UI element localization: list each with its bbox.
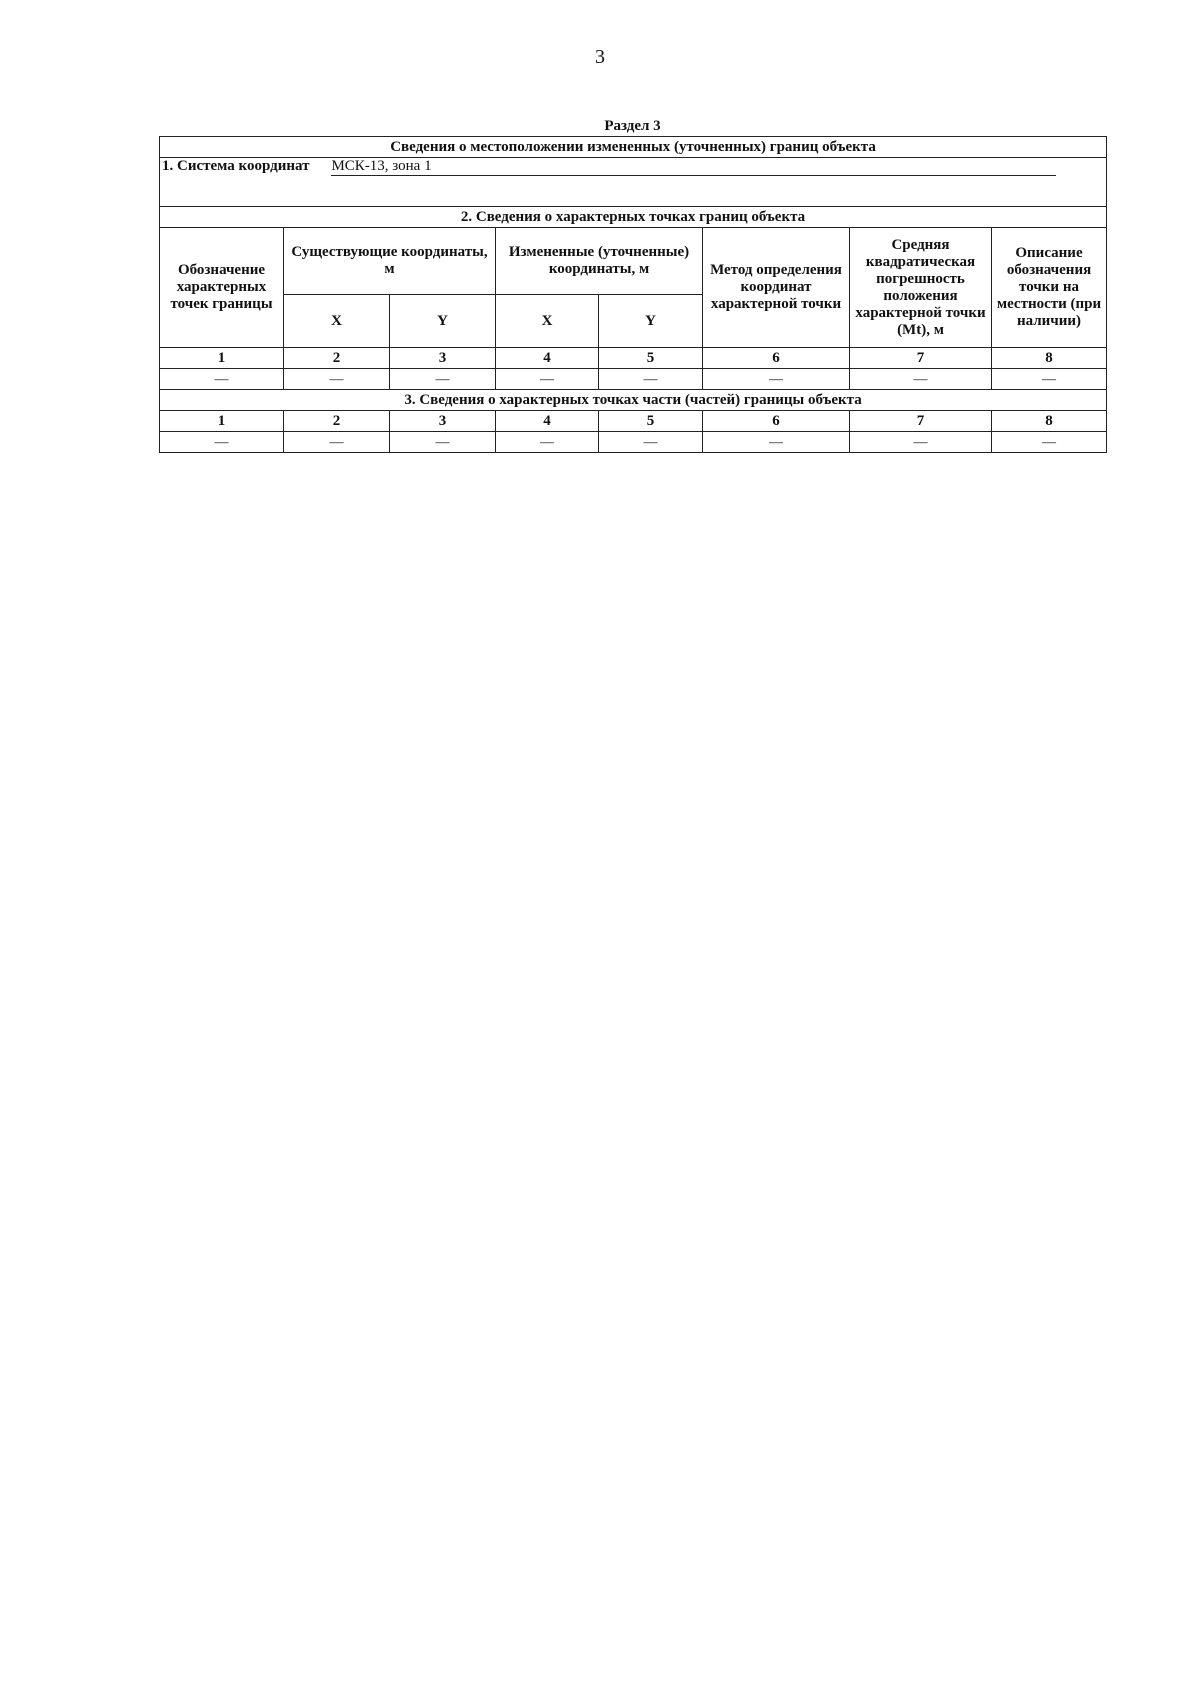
- table-main-title: Сведения о местоположении измененных (уточненных) границ объекта: [160, 137, 1107, 158]
- header-changed-y: Y: [599, 295, 703, 348]
- table-row: [160, 369, 1107, 390]
- coord-system-value: МСК-13, зона 1: [331, 158, 1056, 176]
- header-existing-x: X: [284, 295, 390, 348]
- header-point-designation: Обозначение характерных точек границы: [160, 228, 284, 348]
- table-cell: —: [850, 369, 992, 390]
- part2-title: 2. Сведения о характерных точках границ объекта: [160, 207, 1107, 228]
- table-cell: —: [599, 432, 703, 453]
- coord-system-row: [160, 158, 1107, 185]
- table-cell: —: [599, 369, 703, 390]
- header-description: Описание обозначения точки на местности (при наличии): [992, 228, 1107, 348]
- column-number: 1: [160, 411, 284, 432]
- column-number: 6: [703, 348, 850, 369]
- header-error: Средняя квадратическая погрешность положения характерной точки (Mt), м: [850, 228, 992, 348]
- column-number: 3: [390, 348, 496, 369]
- column-number: 4: [496, 348, 599, 369]
- section-title: Раздел 3: [604, 118, 661, 134]
- header-existing-y: Y: [390, 295, 496, 348]
- table-row: [160, 432, 1107, 453]
- column-number: 8: [992, 348, 1107, 369]
- boundary-table: [159, 136, 1107, 453]
- column-number-row: [160, 411, 1107, 432]
- header-existing-coords: Существующие координаты, м: [284, 228, 496, 295]
- header-changed-x: X: [496, 295, 599, 348]
- column-number: 2: [284, 411, 390, 432]
- header-method: Метод определения координат характерной точки: [703, 228, 850, 348]
- table-cell: —: [284, 369, 390, 390]
- table-cell: —: [703, 369, 850, 390]
- table-cell: —: [992, 369, 1107, 390]
- table-cell: —: [284, 432, 390, 453]
- column-number: 4: [496, 411, 599, 432]
- column-number: 5: [599, 411, 703, 432]
- column-number: 7: [850, 411, 992, 432]
- table-cell: —: [390, 369, 496, 390]
- table-cell: —: [496, 369, 599, 390]
- coord-system-label: 1. Система координат: [162, 158, 310, 174]
- table-cell: —: [160, 369, 284, 390]
- column-number: 5: [599, 348, 703, 369]
- coord-system-spacer: [160, 184, 1107, 207]
- table-cell: —: [850, 432, 992, 453]
- column-number: 6: [703, 411, 850, 432]
- table-cell: —: [390, 432, 496, 453]
- table-cell: —: [992, 432, 1107, 453]
- part3-title: 3. Сведения о характерных точках части (частей) границы объекта: [160, 390, 1107, 411]
- column-number: 7: [850, 348, 992, 369]
- header-changed-coords: Измененные (уточненные) координаты, м: [496, 228, 703, 295]
- column-number: 2: [284, 348, 390, 369]
- column-number: 8: [992, 411, 1107, 432]
- page-number: 3: [595, 46, 605, 68]
- table-cell: —: [496, 432, 599, 453]
- table-cell: —: [160, 432, 284, 453]
- column-number: 1: [160, 348, 284, 369]
- column-number-row: [160, 348, 1107, 369]
- table-cell: —: [703, 432, 850, 453]
- column-number: 3: [390, 411, 496, 432]
